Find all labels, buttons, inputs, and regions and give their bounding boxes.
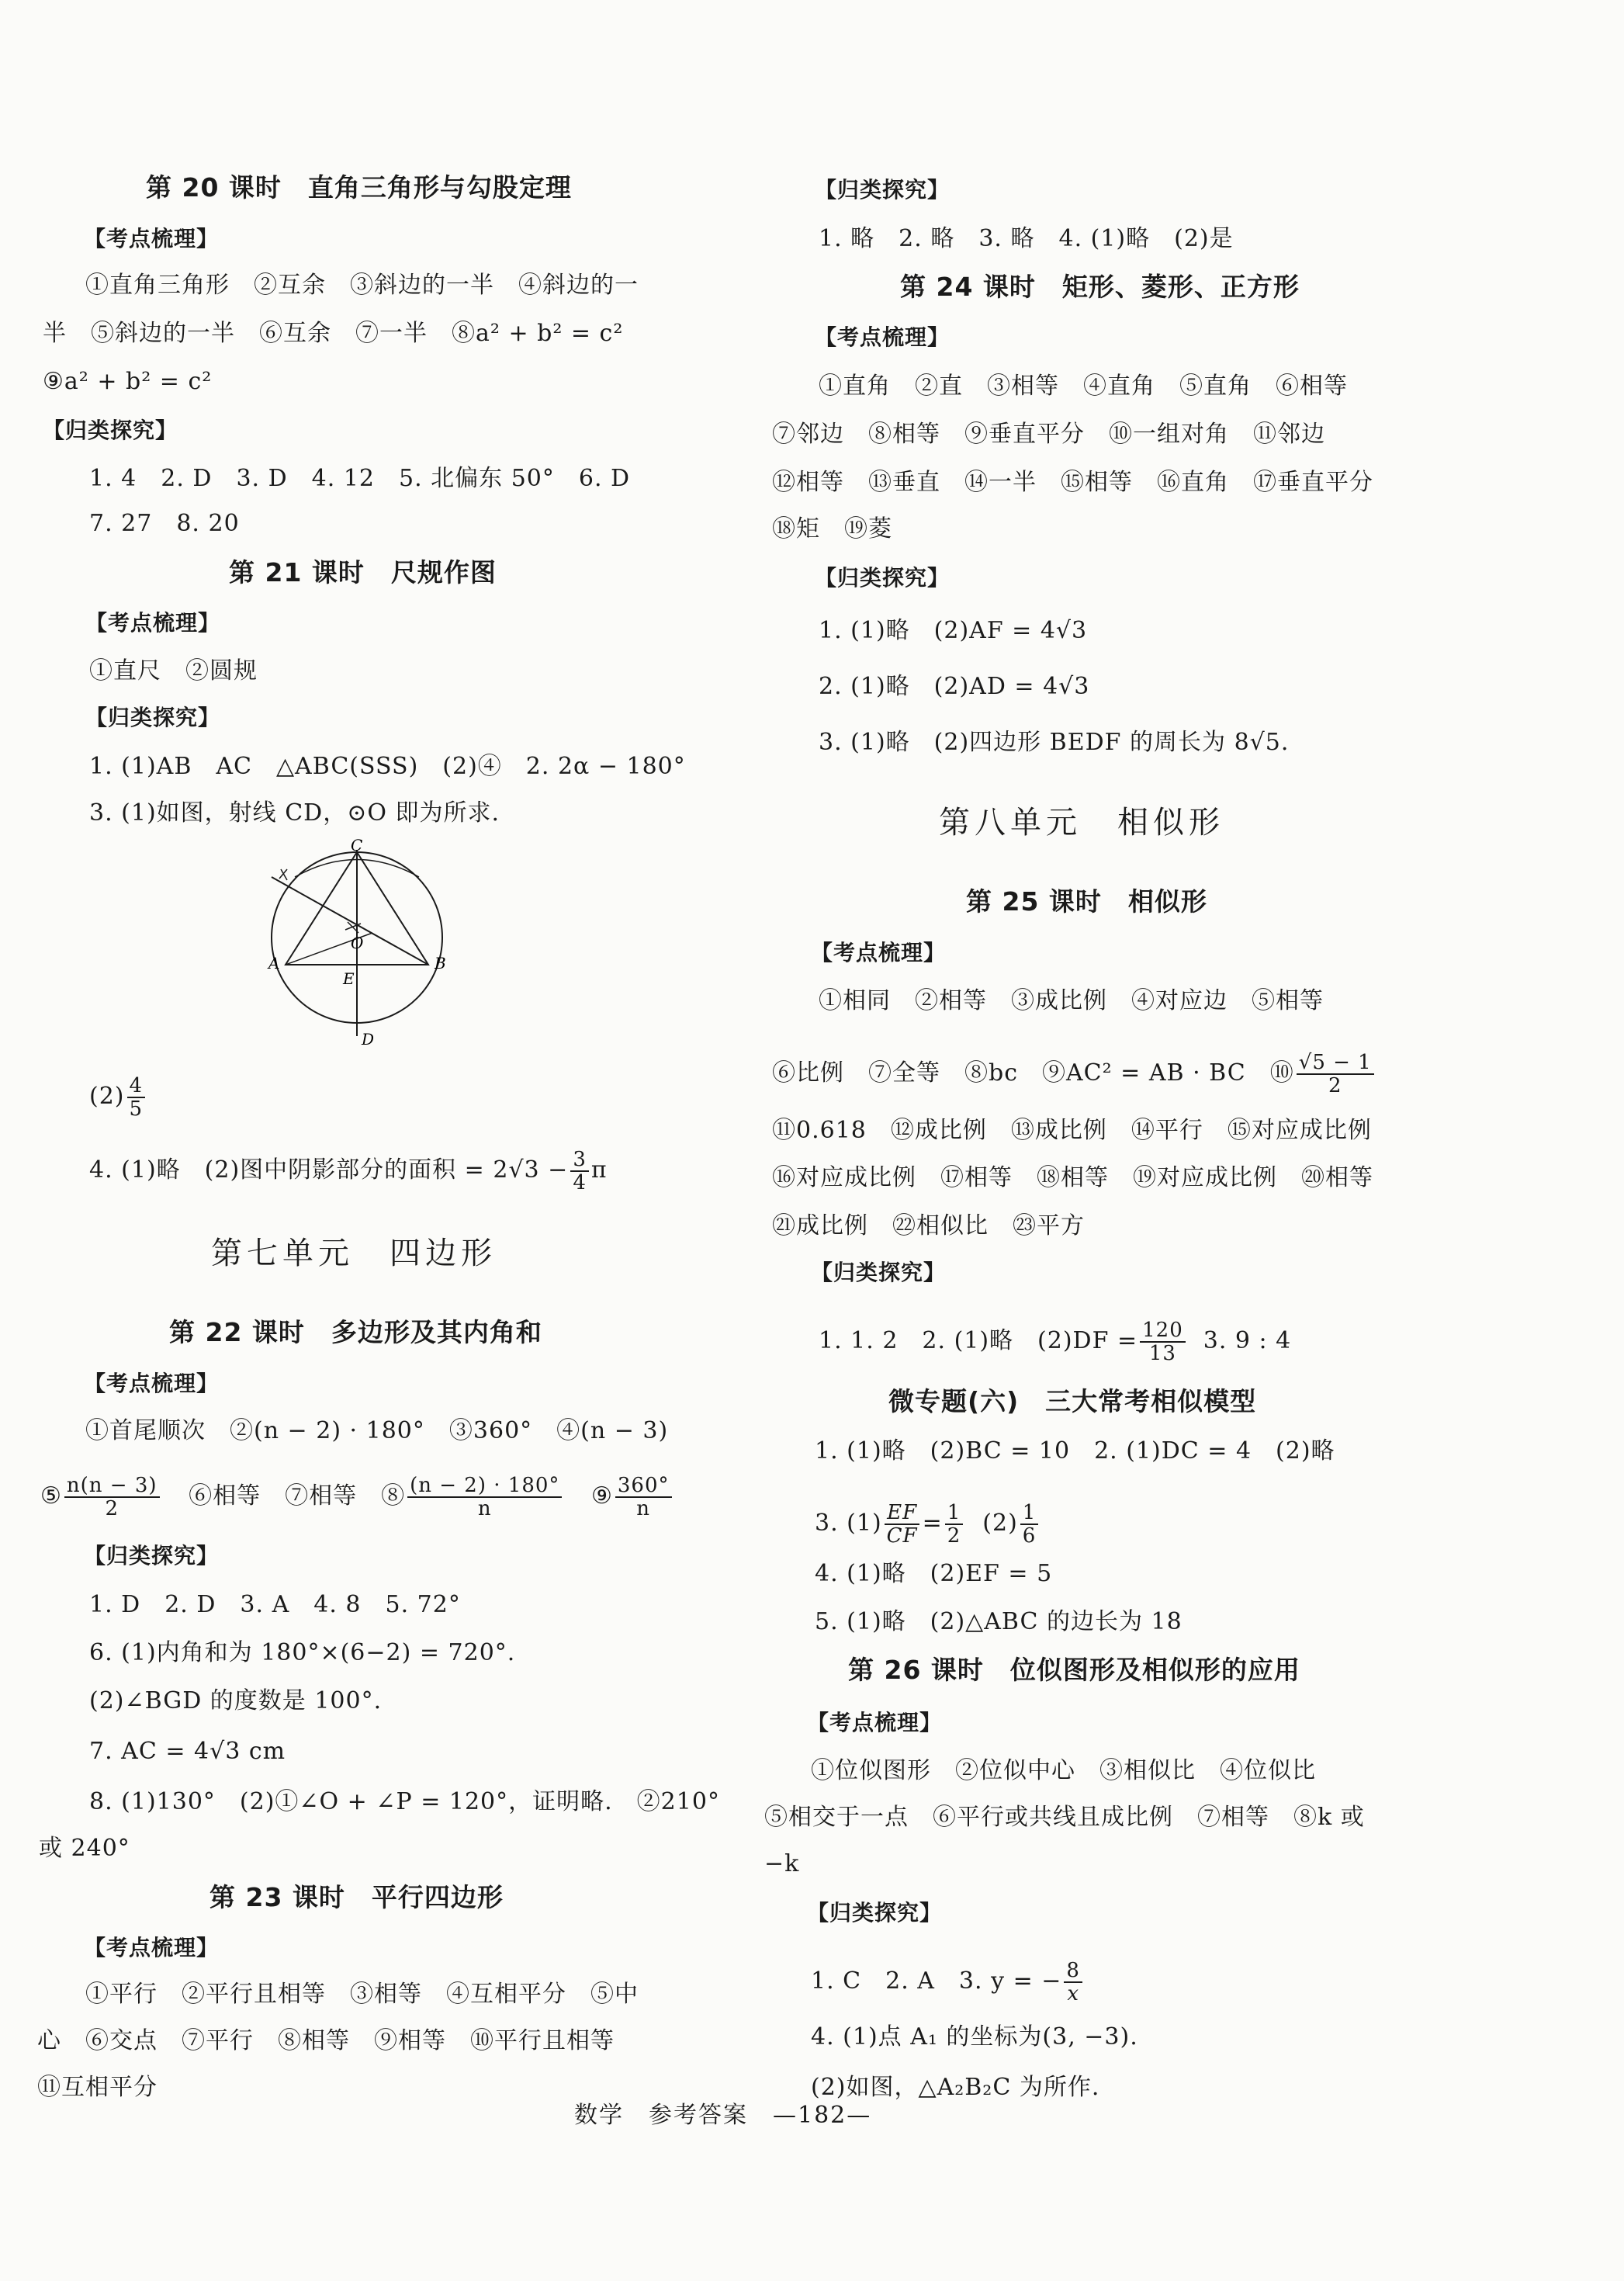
lesson-24-kaodian-line-1: ①直角 ②直 ③相等 ④直角 ⑤直角 ⑥相等 (819, 373, 1348, 400)
fraction-360-over-n (615, 1475, 672, 1520)
lesson-22-guilei-line-2: 6. (1)内角和为 180°×(6−2) = 720°. (89, 1639, 516, 1666)
lesson-23-kaodian-line-1: ①平行 ②平行且相等 ③相等 ④互相平分 ⑤中 (85, 1981, 639, 2008)
fraction-numerator: EF (885, 1502, 919, 1525)
lesson-25-kaodian-line-4: ⑯对应成比例 ⑰相等 ⑱相等 ⑲对应成比例 ⑳相等 (772, 1164, 1373, 1191)
lesson-25-kaodian-line-3: ⑪0.618 ⑫成比例 ⑬成比例 ⑭平行 ⑮对应成比例 (772, 1117, 1372, 1144)
lesson-24-guilei-line-3: 3. (1)略 (2)四边形 BEDF 的周长为 8√5. (819, 729, 1290, 756)
fraction-numerator: n(n − 3) (64, 1475, 160, 1498)
label-b: B (435, 954, 446, 972)
lesson-25-kaodian-tag: 【考点梳理】 (811, 940, 947, 965)
items-6-to-10: ⑥比例 ⑦全等 ⑧bc ⑨AC² = AB · BC ⑩ (772, 1059, 1294, 1087)
micro-topic-6-title: 微专题(六) 三大常考相似模型 (888, 1386, 1257, 1416)
fraction-numerator: 120 (1140, 1319, 1186, 1343)
fraction-numerator: 8 (1064, 1960, 1082, 1983)
fraction-120-13 (1140, 1319, 1186, 1364)
unit-7-heading: 第七单元 四边形 (211, 1236, 497, 1271)
unit-8-heading: 第八单元 相似形 (939, 805, 1224, 841)
lesson-24-guilei-line-1: 1. (1)略 (2)AF = 4√3 (819, 617, 1088, 644)
lesson-26-kaodian-tag: 【考点梳理】 (807, 1710, 943, 1735)
micro-topic-line-1: 1. (1)略 (2)BC = 10 2. (1)DC = 4 (2)略 (815, 1437, 1335, 1465)
arc-mark (345, 922, 361, 933)
fraction-8-x (1064, 1960, 1082, 2005)
fraction-ef-cf (885, 1502, 920, 1547)
lesson-21-q4 (89, 1149, 608, 1194)
lesson-24-title: 第 24 课时 矩形、菱形、正方形 (900, 272, 1300, 302)
fraction-denominator: 2 (105, 1497, 119, 1520)
compass-construction-figure (264, 836, 466, 1049)
fraction-numerator: (n − 2) · 180° (407, 1475, 562, 1498)
lesson-24-kaodian-line-3: ⑫相等 ⑬垂直 ⑭一半 ⑮相等 ⑯直角 ⑰垂直平分 (772, 469, 1373, 496)
fraction-numerator: 1 (945, 1502, 964, 1525)
fraction-n-n-3-over-2 (64, 1475, 160, 1520)
lesson-23-kaodian-tag: 【考点梳理】 (84, 1935, 220, 1960)
fraction-denominator: CF (886, 1524, 918, 1548)
lesson-26-guilei-line-3: (2)如图，△A₂B₂C 为所作. (811, 2074, 1100, 2101)
fraction-numerator: 1 (1020, 1502, 1039, 1525)
fraction-denominator: 5 (129, 1097, 144, 1121)
lesson-21-guilei-line-1: 1. (1)AB AC △ABC(SSS) (2)④ 2. 2α − 180° (89, 753, 686, 780)
fraction-1-6 (1020, 1502, 1039, 1547)
lesson-22-title: 第 22 课时 多边形及其内角和 (169, 1317, 542, 1347)
lesson-24-guilei-line-2: 2. (1)略 (2)AD = 4√3 (819, 673, 1090, 700)
fraction-numerator: 3 (570, 1149, 589, 1172)
micro-topic-line-2 (815, 1502, 1041, 1547)
lesson-22-kaodian-line-1: ①首尾顺次 ②(n − 2) · 180° ③360° ④(n − 3) (85, 1417, 669, 1444)
lesson-20-kaodian-line-3: ⑨a² + b² = c² (43, 368, 213, 395)
lesson-26-title: 第 26 课时 位似图形及相似形的应用 (848, 1655, 1300, 1685)
lesson-23-kaodian-line-2: 心 ⑥交点 ⑦平行 ⑧相等 ⑨相等 ⑩平行且相等 (37, 2027, 615, 2054)
lesson-22-kaodian-tag: 【考点梳理】 (84, 1371, 220, 1396)
lesson-26-kaodian-line-3: −k (764, 1850, 800, 1877)
lesson-23-kaodian-line-3: ⑪互相平分 (37, 2074, 158, 2101)
q4-text: 4. (1)略 (2)图中阴影部分的面积 = 2√3 − (89, 1156, 569, 1184)
lesson-25-kaodian-line-2 (772, 1052, 1376, 1097)
fraction-numerator: 4 (127, 1075, 146, 1098)
lesson-26-guilei-line-2: 4. (1)点 A₁ 的坐标为(3, −3). (811, 2023, 1138, 2050)
lesson-22-guilei-line-1: 1. D 2. D 3. A 4. 8 5. 72° (89, 1591, 461, 1618)
lesson-26-guilei-line-1 (811, 1960, 1085, 2005)
lesson-20-kaodian-line-2: 半 ⑤斜边的一半 ⑥互余 ⑦一半 ⑧a² + b² = c² (43, 320, 624, 347)
label-o: O (351, 934, 364, 952)
pi-symbol: π (590, 1156, 608, 1184)
fraction-3-4 (570, 1149, 589, 1194)
item-3: 3. 9 : 4 (1203, 1327, 1292, 1354)
lesson-24-kaodian-line-2: ⑦邻边 ⑧相等 ⑨垂直平分 ⑩一组对角 ⑪邻边 (772, 421, 1325, 448)
label-d: D (362, 1030, 375, 1049)
lesson-21-kaodian-tag: 【考点梳理】 (85, 610, 221, 636)
lesson-26-kaodian-line-1: ①位似图形 ②位似中心 ③相似比 ④位似比 (811, 1757, 1316, 1784)
lesson-21-title: 第 21 课时 尺规作图 (229, 557, 497, 588)
q3-2-label: (2) (982, 1510, 1018, 1537)
fraction-numerator: √5 − 1 (1297, 1052, 1374, 1075)
fraction-angle-sum-over-n (407, 1475, 562, 1520)
lesson-21-q3-2 (89, 1075, 147, 1120)
micro-topic-line-3: 4. (1)略 (2)EF = 5 (815, 1560, 1053, 1587)
q3-2-label: (2) (89, 1083, 125, 1110)
lesson-22-guilei-tag: 【归类探究】 (84, 1543, 220, 1569)
lesson-25-kaodian-line-1: ①相同 ②相等 ③成比例 ④对应边 ⑤相等 (819, 987, 1324, 1014)
page-footer: 数学 参考答案 —182— (574, 2102, 872, 2129)
label-a: A (268, 954, 280, 972)
label-e: E (343, 969, 355, 988)
lesson-22-guilei-line-3: (2)∠BGD 的度数是 100°. (89, 1687, 383, 1714)
bisector-ray (272, 877, 428, 965)
lesson-25-title: 第 25 课时 相似形 (966, 886, 1207, 917)
fraction-denominator: n (636, 1497, 651, 1520)
lesson-22-guilei-line-4: 7. AC = 4√3 cm (89, 1738, 286, 1765)
lesson-25-kaodian-line-5: ㉑成比例 ㉒相似比 ㉓平方 (772, 1212, 1085, 1239)
lesson-21-kaodian-line-1: ①直尺 ②圆规 (89, 657, 258, 685)
lesson-20-guilei-line-1: 1. 4 2. D 3. D 4. 12 5. 北偏东 50° 6. D (89, 465, 631, 492)
lesson-21-guilei-tag: 【归类探究】 (85, 705, 221, 730)
q3-label: 3. (1) (815, 1510, 882, 1537)
lesson-25-guilei-line-1 (819, 1319, 1291, 1364)
lesson-22-guilei-line-5: 8. (1)130° (2)①∠O + ∠P = 120°，证明略. ②210° (89, 1788, 720, 1815)
equals-sign: = (922, 1510, 943, 1537)
items-1-3: 1. C 2. A 3. y = − (811, 1967, 1062, 1995)
lesson-22-guilei-line-6: 或 240° (39, 1835, 130, 1862)
label-c: C (351, 836, 363, 855)
circled-5: ⑤ (40, 1482, 62, 1510)
right-guilei-line-1: 1. 略 2. 略 3. 略 4. (1)略 (2)是 (819, 225, 1234, 252)
lesson-20-kaodian-tag: 【考点梳理】 (84, 226, 220, 251)
fraction-1-2 (945, 1502, 964, 1547)
lesson-22-kaodian-line-2 (40, 1475, 674, 1520)
fraction-4-5 (127, 1075, 146, 1120)
lesson-24-kaodian-line-4: ⑱矩 ⑲菱 (772, 515, 892, 543)
fraction-denominator: 4 (573, 1171, 587, 1194)
lesson-25-guilei-tag: 【归类探究】 (811, 1260, 947, 1285)
right-guilei-tag: 【归类探究】 (815, 177, 951, 203)
lesson-20-title: 第 20 课时 直角三角形与勾股定理 (146, 172, 572, 203)
lesson-24-guilei-tag: 【归类探究】 (815, 565, 951, 591)
fraction-denominator: 6 (1022, 1524, 1037, 1548)
items-6-to-8: ⑥相等 ⑦相等 ⑧ (189, 1482, 406, 1510)
micro-topic-line-4: 5. (1)略 (2)△ABC 的边长为 18 (815, 1608, 1183, 1635)
circled-9: ⑨ (590, 1482, 613, 1510)
lesson-23-title: 第 23 课时 平行四边形 (209, 1882, 504, 1912)
lesson-20-guilei-line-2: 7. 27 8. 20 (89, 510, 240, 537)
fraction-denominator: 13 (1148, 1342, 1176, 1365)
fraction-denominator: 2 (947, 1524, 961, 1548)
fraction-golden-ratio (1297, 1052, 1374, 1097)
lesson-24-kaodian-tag: 【考点梳理】 (815, 324, 951, 350)
lesson-21-guilei-line-2: 3. (1)如图，射线 CD，⊙O 即为所求. (89, 799, 500, 827)
lesson-20-guilei-tag: 【归类探究】 (43, 418, 178, 443)
fraction-denominator: x (1067, 1982, 1079, 2005)
fraction-denominator: 2 (1328, 1074, 1342, 1097)
items-1-2: 1. 1. 2 2. (1)略 (2)DF = (819, 1327, 1138, 1354)
lesson-26-kaodian-line-2: ⑤相交于一点 ⑥平行或共线且成比例 ⑦相等 ⑧k 或 (764, 1804, 1365, 1831)
lesson-26-guilei-tag: 【归类探究】 (807, 1900, 943, 1926)
cross-mark (279, 869, 287, 880)
fraction-numerator: 360° (615, 1475, 672, 1498)
fraction-denominator: n (477, 1497, 492, 1520)
lesson-20-kaodian-line-1: ①直角三角形 ②互余 ③斜边的一半 ④斜边的一 (85, 272, 639, 299)
